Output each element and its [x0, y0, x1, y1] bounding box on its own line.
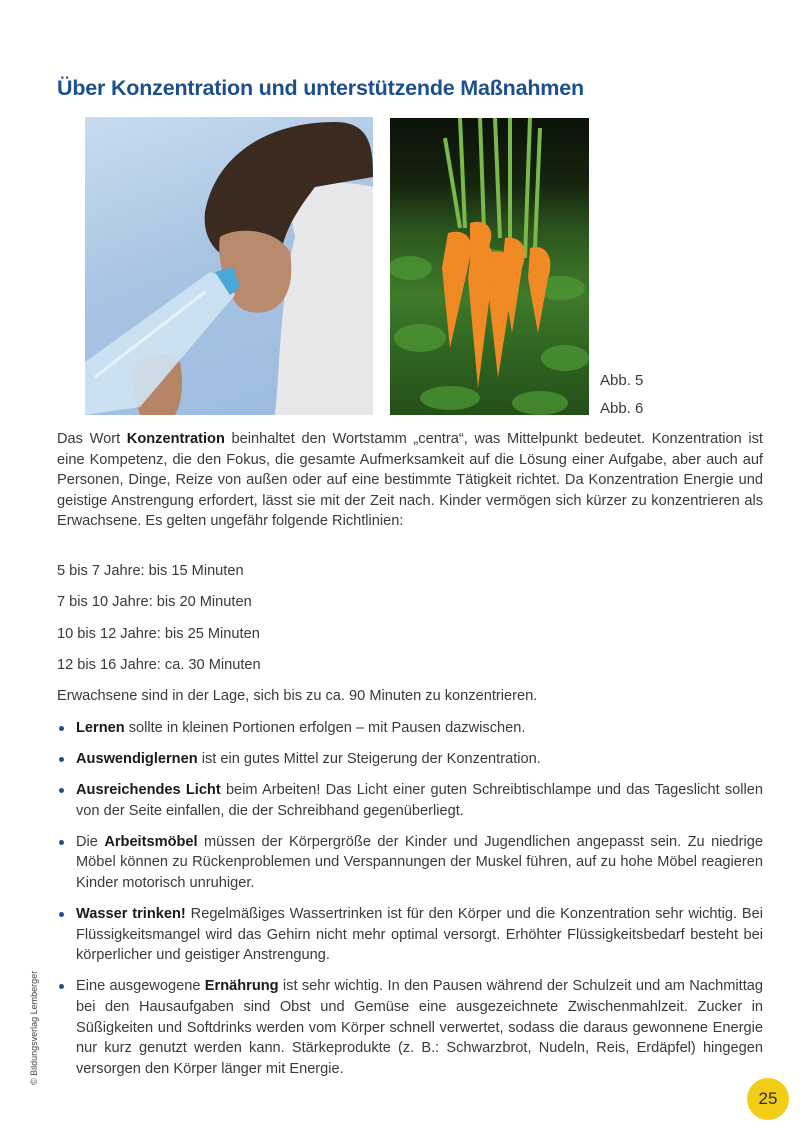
- copyright-notice: © Bildungsverlag Lemberger: [29, 970, 39, 1085]
- guideline-line: 7 bis 10 Jahre: bis 20 Minuten: [57, 594, 252, 610]
- bullet-icon: [59, 757, 64, 762]
- bullet-icon: [59, 912, 64, 917]
- figure-boy-drinking-water: [85, 117, 373, 415]
- guideline-line: 5 bis 7 Jahre: bis 15 Minuten: [57, 563, 244, 579]
- list-item-water: [57, 904, 763, 966]
- item-text: Eine ausgewogene: [76, 978, 205, 995]
- page-title: Über Konzentration und unterstützende Maßnahmen: [57, 76, 584, 100]
- item-text: Die: [76, 833, 105, 850]
- item-text: müssen der Körpergröße der Kinder und Jugendlichen angepasst sein. Zu niedrige Möbel können zu Rückenproblemen und Verspannungen der Muskel führen, auf zu hohe Möbel reagieren Kinder motorisch unruhiger.: [76, 833, 764, 892]
- guideline-line: 10 bis 12 Jahre: bis 25 Minuten: [57, 626, 260, 642]
- bullet-icon: [59, 788, 64, 793]
- boy-drinking-water-image: [85, 117, 373, 415]
- intro-paragraph: [57, 429, 763, 532]
- item-keyword: Arbeitsmöbel: [104, 833, 198, 850]
- item-keyword: Ernährung: [204, 978, 279, 995]
- page-number-badge: 25: [747, 1078, 789, 1120]
- item-keyword: Ausreichendes Licht: [76, 782, 221, 799]
- carrots-image: [390, 118, 589, 415]
- bullet-icon: [59, 840, 64, 845]
- adults-note: Erwachsene sind in der Lage, sich bis zu ca. 90 Minuten zu konzentrieren.: [57, 688, 538, 704]
- intro-text-start: Das Wort: [57, 431, 127, 447]
- item-text: Regelmäßiges Wassertrinken ist für den Körper und die Konzentration sehr wichtig. Bei Flüssigkeitsmangel wird das Gehirn nicht mehr optimal versorgt. Erhöhter Flüssigkeitsbedarf besteht bei körperlicher und geistiger Anstrengung.: [76, 906, 763, 964]
- item-keyword: Lernen: [76, 720, 125, 736]
- figure-caption-abb5: Abb. 5: [600, 372, 644, 389]
- list-item-furniture: [57, 832, 763, 894]
- intro-keyword: Konzentration: [126, 431, 225, 447]
- figure-carrots: [390, 118, 589, 415]
- list-item-light: [57, 780, 763, 821]
- figure-caption-abb6: Abb. 6: [600, 400, 644, 417]
- item-text: sollte in kleinen Portionen erfolgen – mit Pausen dazwischen.: [124, 720, 526, 736]
- intro-text-rest: beinhaltet den Wortstamm „centra“, was Mittelpunkt bedeutet. Konzentration ist eine Kompetenz, die den Fokus, die gesamte Aufmerksamkeit auf die Lösung einer Aufgabe, aber auch auf Personen, Dinge, Reize von außen oder auf eine bestimmte Tätigkeit richtet. Da Konzentration Energie und geistige Anstrengung erfordert, lässt sie mit der Zeit nach. Kinder vermögen sich kürzer zu konzentrieren als Erwachsene. Es gelten ungefähr folgende Richtlinien:: [57, 431, 763, 530]
- item-text: ist ein gutes Mittel zur Steigerung der Konzentration.: [197, 751, 541, 768]
- list-item-learning: [57, 718, 763, 739]
- item-keyword: Auswendiglernen: [76, 751, 198, 768]
- tips-list: [57, 718, 763, 1090]
- list-item-memorizing: [57, 749, 763, 770]
- item-text: beim Arbeiten! Das Licht einer guten Schreibtischlampe und das Tageslicht sollen von der Seite einfallen, die der Schreibhand gegenüberliegt.: [76, 782, 764, 819]
- list-item-nutrition: [57, 976, 763, 1079]
- item-text: ist sehr wichtig. In den Pausen während der Schulzeit und am Nachmittag bei den Hausaufgaben sind Obst und Gemüse eine ausgezeichnete Zwischenmahlzeit. Zucker in Süßigkeiten und Softdrinks werden vom Körper schnell verwertet, sodass die daraus gewonnene Energie nur kurz genutzt werden kann. Stärkeprodukte (z. B.: Schwarzbrot, Nudeln, Reis, Erdäpfel) hingegen versorgen den Körper länger mit Energie.: [76, 978, 764, 1077]
- item-keyword: Wasser trinken!: [76, 906, 186, 923]
- bullet-icon: [59, 984, 64, 989]
- guideline-line: 12 bis 16 Jahre: ca. 30 Minuten: [57, 657, 261, 673]
- bullet-icon: [59, 726, 64, 731]
